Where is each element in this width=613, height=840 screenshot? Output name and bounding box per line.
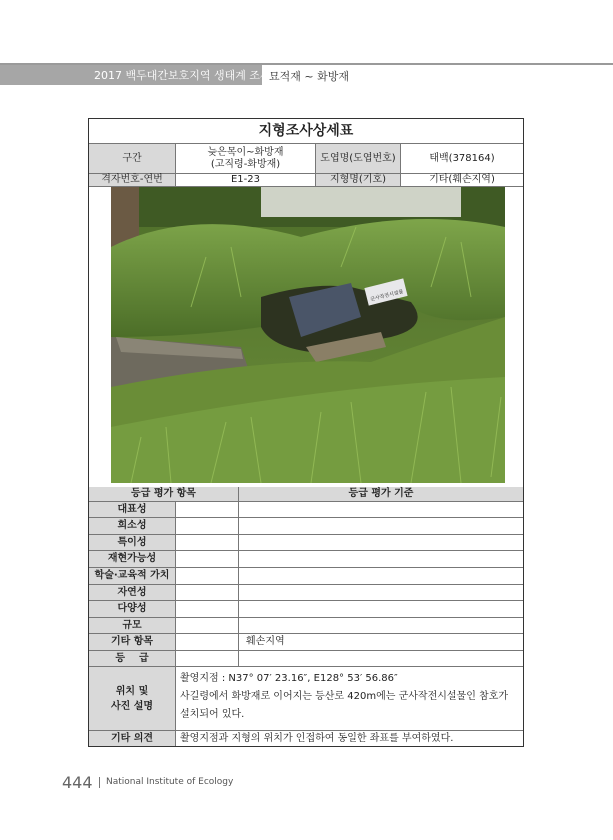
grade-row-criteria xyxy=(239,568,523,585)
grade-row-item: 등 급 xyxy=(89,651,176,667)
section-value-line2: (고직령-화방재) xyxy=(210,158,281,170)
grade-row-criteria xyxy=(239,551,523,568)
grade-row-criteria xyxy=(239,601,523,618)
grade-row-item: 자연성 xyxy=(89,585,176,601)
grade-row-item: 대표성 xyxy=(89,502,176,518)
grade-row-criteria: 훼손지역 xyxy=(239,634,523,651)
grade-row-value xyxy=(176,551,239,568)
landform-name-label: 지형명(기호) xyxy=(316,174,401,187)
grade-row-value xyxy=(176,618,239,634)
other-opinion-label: 기타 의견 xyxy=(89,731,176,746)
landform-name-value: 기타(훼손지역) xyxy=(401,174,523,187)
grade-criteria-header: 등급 평가 기준 xyxy=(239,487,523,502)
grade-row-criteria xyxy=(239,535,523,551)
site-photo xyxy=(111,187,505,483)
location-label xyxy=(89,667,176,731)
grade-row-value xyxy=(176,634,239,651)
footer-divider xyxy=(99,777,100,788)
grade-row-value xyxy=(176,535,239,551)
grid-number-label: 격자번호-연번 xyxy=(89,174,176,187)
map-sheet-label: 도엽명(도엽번호) xyxy=(316,144,401,174)
section-title: 묘적재 ~ 화방재 xyxy=(269,70,349,83)
grade-item-header: 등급 평가 항목 xyxy=(89,487,239,502)
section-value-line1: 늦은목이~화방재 xyxy=(207,146,284,158)
grade-row-value xyxy=(176,585,239,601)
grade-row-criteria xyxy=(239,585,523,601)
grade-row-criteria xyxy=(239,502,523,518)
institute-name: National Institute of Ecology xyxy=(106,777,234,787)
grade-row-item: 학술·교육적 가치 xyxy=(89,568,176,585)
section-value xyxy=(176,144,316,174)
grade-row-item: 규모 xyxy=(89,618,176,634)
location-description xyxy=(176,668,523,726)
other-opinion-text: 촬영지점과 지형의 위치가 인접하여 동일한 좌표를 부여하였다. xyxy=(180,732,454,744)
grid-number-value: E1-23 xyxy=(176,174,316,187)
grade-row-value xyxy=(176,651,239,667)
grade-row-item: 희소성 xyxy=(89,518,176,535)
grade-row-criteria xyxy=(239,618,523,634)
page-number: 444 xyxy=(62,773,93,792)
grade-row-criteria xyxy=(239,518,523,535)
location-label-line1: 위치 및 xyxy=(115,685,149,697)
report-title: 2017 백두대간보호지역 생태계 조사 xyxy=(94,69,271,82)
grade-row-value xyxy=(176,601,239,618)
landform-survey-form xyxy=(88,118,524,747)
trench-sign-text: 군사작전시설물 xyxy=(369,288,405,303)
form-title: 지형조사상세표 xyxy=(89,119,523,144)
grade-row-value xyxy=(176,568,239,585)
grade-row-value xyxy=(176,502,239,518)
section-label: 구간 xyxy=(89,144,176,174)
location-label-line2: 사진 설명 xyxy=(110,700,154,712)
grade-row-item: 기타 항목 xyxy=(89,634,176,651)
grade-row-item: 재현가능성 xyxy=(89,551,176,568)
photo-coordinates: 촬영지점 : N37° 07′ 23.16″, E128° 53′ 56.86″ xyxy=(180,673,398,684)
photo-description: 사길령에서 화방재로 이어지는 등산로 420m에는 군사작전시설물인 참호가 설치되어 있다. xyxy=(180,691,509,720)
grade-row-value xyxy=(176,518,239,535)
site-photo-illustration xyxy=(111,187,505,483)
grade-row-criteria xyxy=(239,651,523,667)
grade-row-item: 특이성 xyxy=(89,535,176,551)
grade-row-item: 다양성 xyxy=(89,601,176,618)
map-sheet-value: 태백(378164) xyxy=(401,144,523,174)
